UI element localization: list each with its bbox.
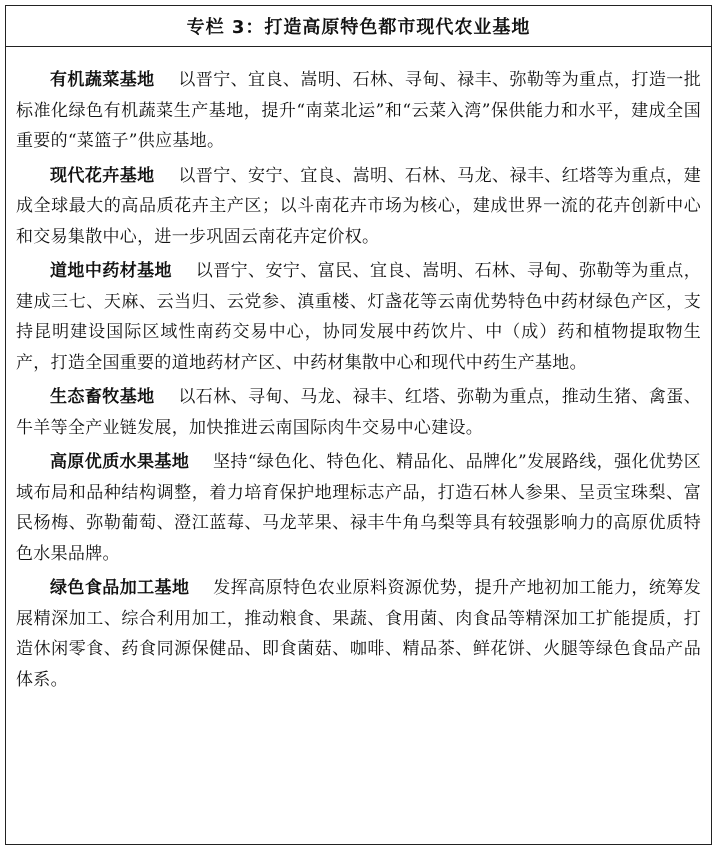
section-livestock-base: [16, 382, 701, 443]
section-body: 以晋宁、安宁、富民、宜良、嵩明、石林、寻甸、弥勒等为重点，建成三七、天麻、云当归、云党参、滇重楼、灯盏花等云南优势特色中药材绿色产区，支持昆明建设国际区域性南药交易中心，协同发展中药饮片、中（成）药和植物提取物生产，打造全国重要的道地药材产区、中药材集散中心和现代中药生产基地。: [16, 261, 701, 373]
section-heading: 绿色食品加工基地: [50, 578, 190, 598]
column-box: [5, 5, 712, 845]
section-body: 以晋宁、安宁、宜良、嵩明、石林、马龙、禄丰、红塔等为重点，建成全球最大的高品质花卉主产区；以斗南花卉市场为核心，建成世界一流的花卉创新中心和交易集散中心，进一步巩固云南花卉定价权。: [16, 165, 701, 247]
section-herb-base: [16, 256, 701, 378]
section-body: 以石林、寻甸、马龙、禄丰、红塔、弥勒为重点，推动生猪、禽蛋、牛羊等全产业链发展，加快推进云南国际肉牛交易中心建设。: [16, 387, 701, 438]
section-body: 发挥高原特色农业原料资源优势，提升产地初加工能力，统筹发展精深加工、综合利用加工，推动粮食、果蔬、食用菌、肉食品等精深加工扩能提质，打造休闲零食、药食同源保健品、即食菌菇、咖啡、精品茶、鲜花饼、火腿等绿色食品产品体系。: [16, 578, 701, 690]
section-heading: 生态畜牧基地: [50, 387, 155, 407]
column-content: [6, 47, 711, 695]
section-fruit-base: [16, 447, 701, 569]
section-food-processing-base: [16, 573, 701, 695]
section-heading: 道地中药材基地: [50, 261, 172, 281]
section-heading: 有机蔬菜基地: [50, 70, 155, 90]
section-flower-base: [16, 161, 701, 253]
section-vegetable-base: [16, 65, 701, 157]
section-body: 坚持“绿色化、特色化、精品化、品牌化”发展路线，强化优势区域布局和品种结构调整，着力培育保护地理标志产品，打造石林人参果、呈贡宝珠梨、富民杨梅、弥勒葡萄、澄江蓝莓、马龙苹果、禄丰牛角乌梨等具有较强影响力的高原优质特色水果品牌。: [16, 452, 701, 564]
section-body: 以晋宁、宜良、嵩明、石林、寻甸、禄丰、弥勒等为重点，打造一批标准化绿色有机蔬菜生产基地，提升“南菜北运”和“云菜入湾”保供能力和水平，建成全国重要的“菜篮子”供应基地。: [16, 70, 701, 151]
section-heading: 高原优质水果基地: [50, 452, 190, 472]
section-heading: 现代花卉基地: [50, 165, 155, 186]
column-title: 专栏 3：打造高原特色都市现代农业基地: [6, 6, 711, 47]
